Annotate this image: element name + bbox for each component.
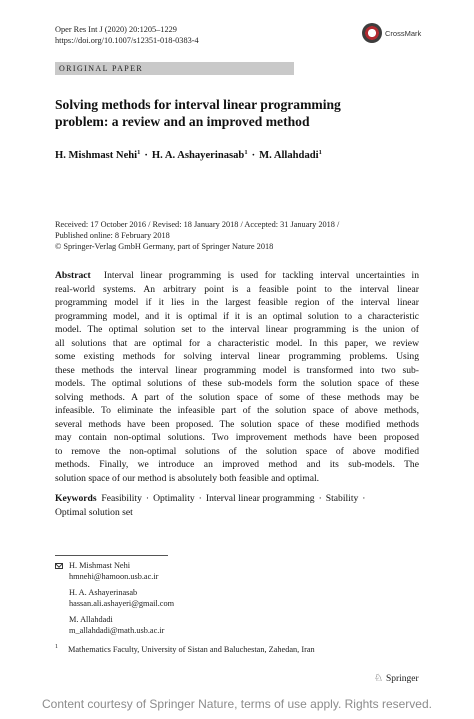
abstract-line: Interval linear programming is used for tackling interval uncertainties in xyxy=(103,270,419,281)
affiliation-footnote xyxy=(55,644,315,654)
affiliation-text: Mathematics Faculty, University of Sistan and Baluchestan, Zahedan, Iran xyxy=(68,644,315,654)
contact-email[interactable]: hassan.ali.ashayeri@gmail.com xyxy=(69,598,175,608)
abstract-line: all solutions that are optimal for a characteristic model. In this paper, we review xyxy=(55,337,419,349)
courtesy-notice: Content courtesy of Springer Nature, terms of use apply. Rights reserved. xyxy=(42,697,432,711)
publisher-name: Springer xyxy=(385,673,419,684)
keyword: Interval linear programming xyxy=(205,493,315,504)
keyword: Optimal solution set xyxy=(55,506,133,518)
publication-dates xyxy=(55,219,339,252)
keyword: Stability xyxy=(325,493,359,504)
copyright-line: © Springer-Verlag GmbH Germany, part of Springer Nature 2018 xyxy=(55,242,274,251)
contact-name: H. A. Ashayerinasab xyxy=(69,588,138,597)
abstract-line: some existing methods for solving interval linear programming problems. Using xyxy=(55,351,419,362)
keyword-separator: · xyxy=(318,493,322,504)
abstract-line: models. The optimal solutions of these sub-models form the solution space of these xyxy=(55,378,419,389)
author-name: H. A. Ashayerinasab xyxy=(151,150,245,161)
abstract-line: solving methods. A part of the solution space of some of these methods may be xyxy=(55,391,419,403)
article-type-bar xyxy=(55,62,294,75)
corresponding-authors xyxy=(55,561,174,642)
contact-email[interactable]: hmnehi@hamoon.usb.ac.ir xyxy=(69,571,159,581)
abstract-line: real-world systems. An arbitrary point is a feasible point to the interval linear xyxy=(55,283,419,295)
keyword-separator: · xyxy=(198,493,202,504)
contact-entry xyxy=(55,615,174,636)
journal-citation: Oper Res Int J (2020) 20:1205–1229 xyxy=(55,25,177,34)
keywords xyxy=(55,492,425,519)
abstract-line: programming model, and it is optimal if it is an optimal solution to a characteristic xyxy=(55,310,419,322)
keyword: Optimality xyxy=(153,493,195,504)
author-name: M. Allahdadi xyxy=(259,150,319,161)
author-affiliation-marker: 1 xyxy=(137,149,141,156)
abstract xyxy=(55,269,419,485)
keyword-separator: · xyxy=(362,493,366,504)
crossmark-badge[interactable] xyxy=(362,23,421,43)
contact-name: H. Mishmast Nehi xyxy=(69,561,131,570)
author-list xyxy=(55,149,322,161)
abstract-line: may contain non-optimal solutions. Two improvement methods have been proposed xyxy=(55,432,419,443)
title-line: Solving methods for interval linear programming xyxy=(55,97,341,112)
abstract-line: model. The optimal solution set to the interval linear programming is the union of xyxy=(55,324,419,335)
footnote-divider xyxy=(55,555,168,556)
abstract-line: methods. Finally, we introduce an improved method and its sub-models. The xyxy=(55,459,419,470)
crossmark-icon xyxy=(362,23,382,43)
title-line: problem: a review and an improved method xyxy=(55,114,310,129)
author-separator: · xyxy=(144,150,148,161)
contact-entry xyxy=(55,588,174,609)
paper-title xyxy=(55,96,425,130)
dates-line: Received: 17 October 2016 / Revised: 18 January 2018 / Accepted: 31 January 2018 / xyxy=(55,220,340,229)
publisher-logo xyxy=(374,673,419,684)
abstract-heading: Abstract xyxy=(55,270,91,281)
abstract-line: these methods the interval linear programming model is transformed into two sub- xyxy=(55,364,419,376)
affiliation-marker: 1 xyxy=(55,644,58,650)
abstract-line: to remove the non-optimal solutions of the solution space of above modified xyxy=(55,445,419,457)
envelope-icon xyxy=(55,563,63,569)
article-type-label: ORIGINAL PAPER xyxy=(59,64,144,73)
dates-line: Published online: 8 February 2018 xyxy=(55,231,170,240)
contact-name: M. Allahdadi xyxy=(69,615,113,624)
doi-link[interactable]: https://doi.org/10.1007/s12351-018-0383-4 xyxy=(55,36,199,45)
keyword-separator: · xyxy=(145,493,150,504)
abstract-line: infeasible. To eliminate the infeasible part of the solution space of above methods, xyxy=(55,405,419,416)
contact-entry xyxy=(55,561,174,582)
springer-horse-icon: ♘ xyxy=(374,673,383,684)
crossmark-label: CrossMark xyxy=(385,28,422,38)
author-affiliation-marker: 1 xyxy=(318,149,322,156)
author-separator: · xyxy=(251,150,256,161)
author-affiliation-marker: 1 xyxy=(244,149,248,156)
keywords-heading: Keywords xyxy=(55,493,97,504)
contact-email[interactable]: m_allahdadi@math.usb.ac.ir xyxy=(69,625,165,635)
abstract-line: several methods have been proposed. The solution space of these modified methods xyxy=(55,418,419,430)
keyword: Feasibility xyxy=(101,493,142,504)
abstract-line: programming model if it lies in the largest feasible region of the interval linear xyxy=(55,297,419,308)
abstract-line: solution space of our method is absolutely both feasible and optimal. xyxy=(55,472,320,484)
author-name: H. Mishmast Nehi xyxy=(55,150,138,161)
